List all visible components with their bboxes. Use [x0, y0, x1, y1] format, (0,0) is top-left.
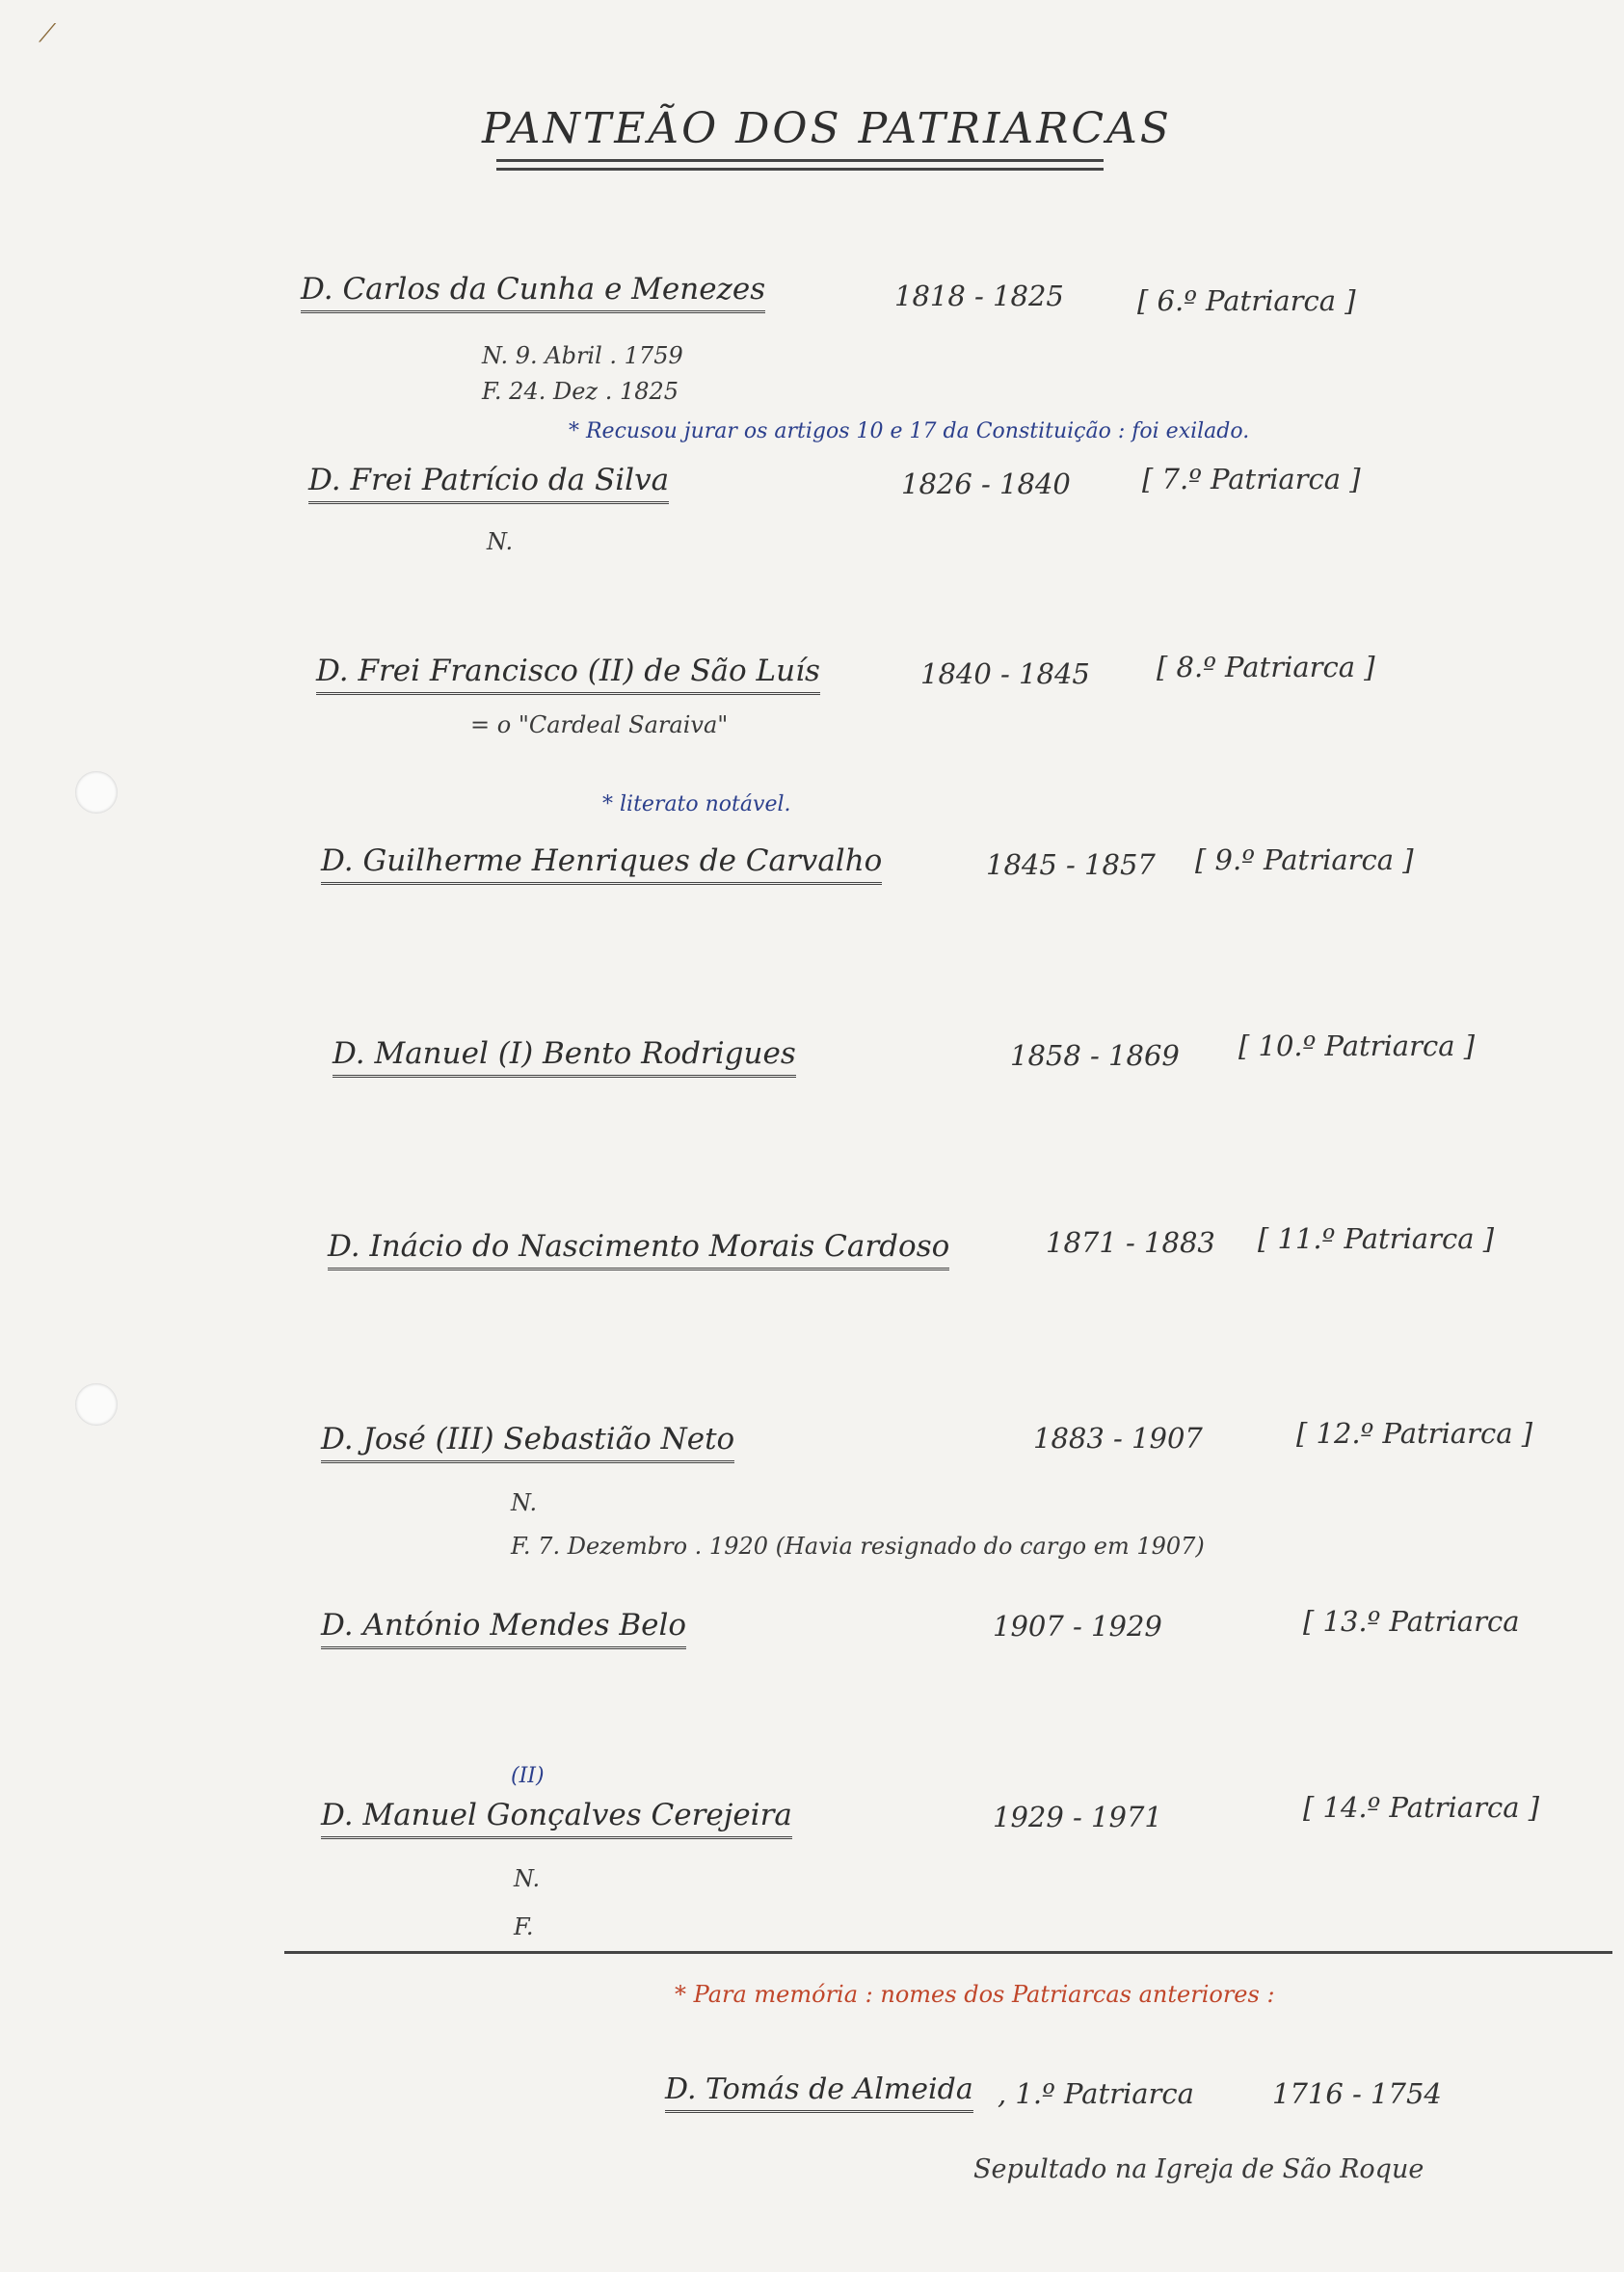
divider — [284, 1951, 1612, 1954]
page-title: PANTEÃO DOS PATRIARCAS — [482, 104, 1172, 153]
entry-rank: [ 13.º Patriarca — [1303, 1605, 1520, 1638]
memo-burial: Sepultado na Igreja de São Roque — [973, 2154, 1424, 2184]
entry-years: 1840 - 1845 — [920, 657, 1090, 690]
entry-rank: [ 14.º Patriarca ] — [1303, 1791, 1540, 1824]
entry-name: D. José (III) Sebastião Neto — [321, 1422, 734, 1463]
entry-years: 1826 - 1840 — [901, 468, 1071, 500]
entry-name: D. António Mendes Belo — [321, 1608, 686, 1649]
entry-nickname: = o "Cardeal Saraiva" — [470, 711, 729, 738]
entry-years: 1929 - 1971 — [993, 1801, 1162, 1833]
memo-years: 1716 - 1754 — [1272, 2077, 1442, 2110]
entry-note: * Recusou jurar os artigos 10 e 17 da Constituição : foi exilado. — [569, 419, 1250, 443]
entry-birth: N. 9. Abril . 1759 — [482, 342, 683, 369]
entry-rank: [ 11.º Patriarca ] — [1258, 1222, 1495, 1255]
entry-birth: N. — [487, 528, 514, 555]
entry-death: F. 7. Dezembro . 1920 (Havia resignado do cargo em 1907) — [511, 1533, 1205, 1560]
memo-name: D. Tomás de Almeida — [665, 2072, 973, 2113]
entry-name: D. Guilherme Henriques de Carvalho — [321, 843, 882, 885]
entry-rank: [ 12.º Patriarca ] — [1296, 1417, 1533, 1450]
entry-death: F. 24. Dez . 1825 — [482, 378, 679, 405]
entry-years: 1845 - 1857 — [986, 848, 1156, 881]
entry-note: * literato notável. — [602, 792, 791, 816]
entry-years: 1858 - 1869 — [1010, 1039, 1180, 1072]
entry-years: 1871 - 1883 — [1046, 1226, 1215, 1259]
memo-heading: * Para memória : nomes dos Patriarcas anteriores : — [675, 1981, 1275, 2008]
memo-rank: , 1.º Patriarca — [998, 2077, 1194, 2110]
entry-rank: [ 9.º Patriarca ] — [1195, 843, 1414, 876]
entry-birth: N. — [514, 1865, 541, 1892]
entry-rank: [ 6.º Patriarca ] — [1137, 284, 1356, 317]
entry-years: 1907 - 1929 — [993, 1610, 1162, 1643]
punch-hole — [75, 1383, 118, 1426]
entry-name: D. Inácio do Nascimento Morais Cardoso — [328, 1229, 949, 1270]
entry-rank: [ 7.º Patriarca ] — [1142, 463, 1361, 495]
entry-name: D. Carlos da Cunha e Menezes — [301, 272, 765, 313]
entry-annotation: (II) — [511, 1764, 545, 1788]
entry-rank: [ 8.º Patriarca ] — [1157, 651, 1375, 683]
entry-name: D. Frei Patrício da Silva — [308, 463, 669, 504]
entry-death: F. — [514, 1913, 534, 1940]
entry-rank: [ 10.º Patriarca ] — [1238, 1029, 1476, 1062]
entry-name: D. Manuel (I) Bento Rodrigues — [333, 1036, 796, 1078]
entry-name: D. Manuel Gonçalves Cerejeira — [321, 1798, 792, 1839]
pencil-mark: ⟋ — [39, 19, 57, 48]
entry-years: 1818 - 1825 — [894, 280, 1064, 312]
entry-years: 1883 - 1907 — [1033, 1422, 1203, 1455]
entry-birth: N. — [511, 1489, 538, 1516]
punch-hole — [75, 771, 118, 814]
title-underline — [496, 168, 1104, 171]
title-underline — [496, 159, 1104, 162]
entry-name: D. Frei Francisco (II) de São Luís — [316, 654, 820, 695]
